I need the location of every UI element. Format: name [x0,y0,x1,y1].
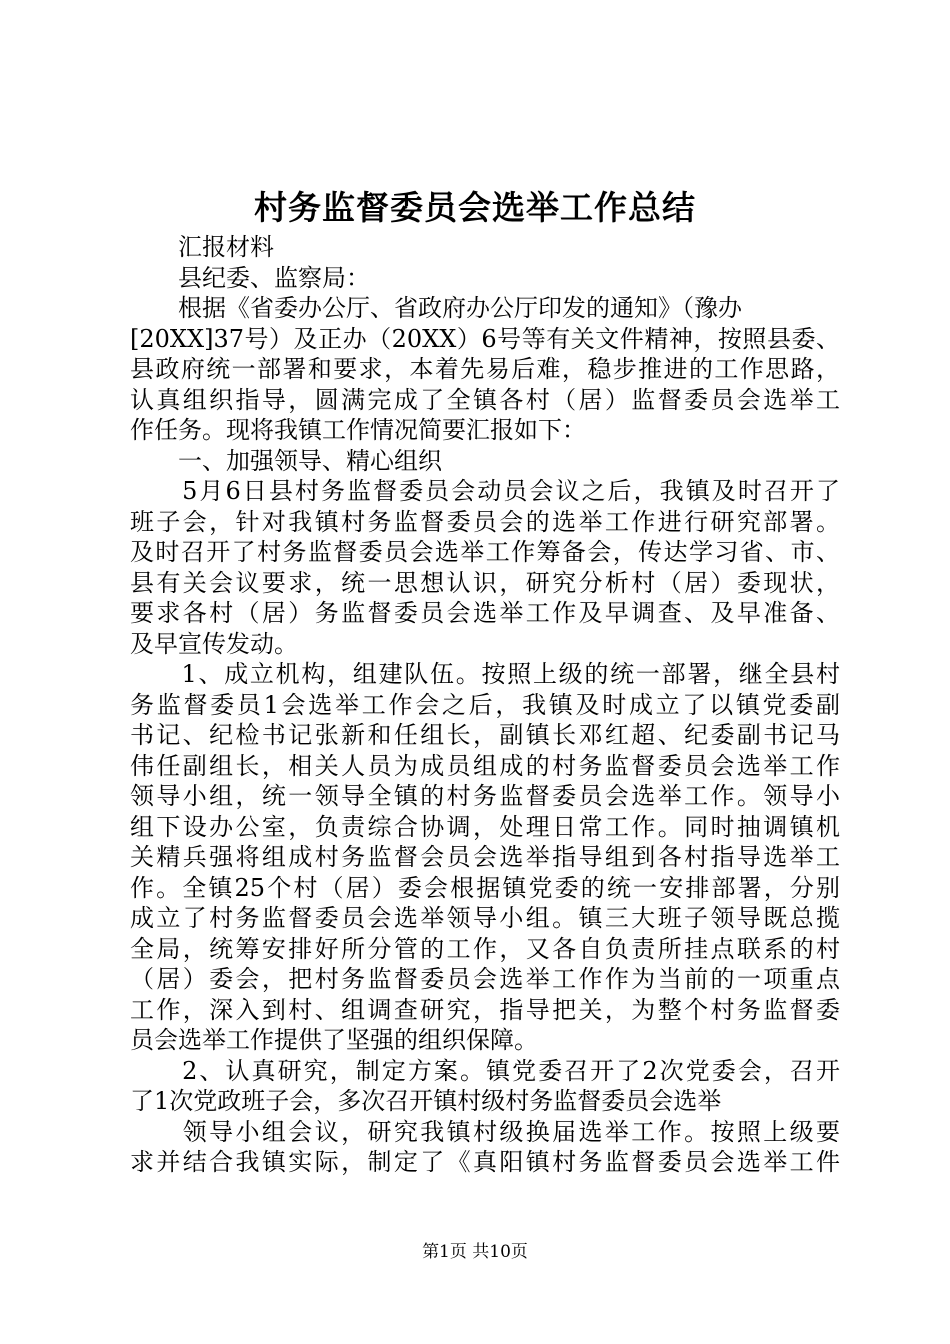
text-line: 全局，统筹安排好所分管的工作，又各自负责所挂点联系的村 [130,934,840,963]
text-line: 汇报材料 [130,233,274,261]
text-line: 了1次党政班子会，多次召开镇村级村务监督委员会选举 [130,1087,722,1115]
text-line: 书记、纪检书记张新和任组长，副镇长邓红超、纪委副书记马 [130,721,840,749]
text-line: 成立了村务监督委员会选举领导小组。镇三大班子领导既总揽 [130,904,840,932]
text-line: 县纪委、监察局： [130,263,370,292]
text-line: 关精兵强将组成村务监督会员会选举指导组到各村指导选举工 [130,843,840,871]
text-line: 组下设办公室，负责综合协调，处理日常工作。同时抽调镇机 [130,812,840,841]
text-line: 工作，深入到村、组调查研究，指导把关，为整个村务监督委 [130,995,840,1024]
text-line: 根据《省委办公厅、省政府办公厅印发的通知》（豫办 [130,294,742,322]
text-line: 县有关会议要求，统一思想认识，研究分析村（居）委现状， [130,568,840,597]
text-line: （居）委会，把村务监督委员会选举工作作为当前的一项重点 [130,965,840,993]
text-line: 求并结合我镇实际，制定了《真阳镇村务监督委员会选举工件 [130,1148,840,1176]
text-line: 领导小组会议，研究我镇村级换届选举工作。按照上级要 [130,1117,840,1146]
text-line: 务监督委员1会选举工作会之后，我镇及时成立了以镇党委副 [130,690,840,719]
page-footer: 第1页 共10页 [422,1242,528,1262]
text-line: 及时召开了村务监督委员会选举工作筹备会，传达学习省、市、 [130,538,840,566]
text-line: 5月6日县村务监督委员会动员会议之后，我镇及时召开了 [130,477,840,505]
text-line: 及早宣传发动。 [130,629,298,658]
text-line: 一、加强领导、精心组织 [130,446,442,475]
text-line: 1、成立机构，组建队伍。按照上级的统一部署，继全县村 [130,660,840,688]
text-line: 伟任副组长，相关人员为成员组成的村务监督委员会选举工作 [130,751,840,780]
text-line: [20XX]37号）及正办（20XX）6号等有关文件精神，按照县委、 [130,324,840,353]
text-line: 2、认真研究，制定方案。镇党委召开了2次党委会，召开 [130,1056,840,1085]
text-line: 员会选举工作提供了坚强的组织保障。 [130,1026,538,1054]
document-body [130,232,840,1178]
text-line: 作任务。现将我镇工作情况简要汇报如下： [130,416,586,444]
text-line: 班子会，针对我镇村务监督委员会的选举工作进行研究部署。 [130,507,840,536]
text-line: 要求各村（居）务监督委员会选举工作及早调查、及早准备、 [130,599,840,627]
text-line: 认真组织指导，圆满完成了全镇各村（居）监督委员会选举工 [130,385,840,414]
text-line: 作。全镇25个村（居）委会根据镇党委的统一安排部署，分别 [130,873,840,902]
text-line: 县政府统一部署和要求，本着先易后难，稳步推进的工作思路， [130,355,840,383]
text-line: 领导小组，统一领导全镇的村务监督委员会选举工作。领导小 [130,782,840,810]
document-title: 村务监督委员会选举工作总结 [254,188,696,227]
